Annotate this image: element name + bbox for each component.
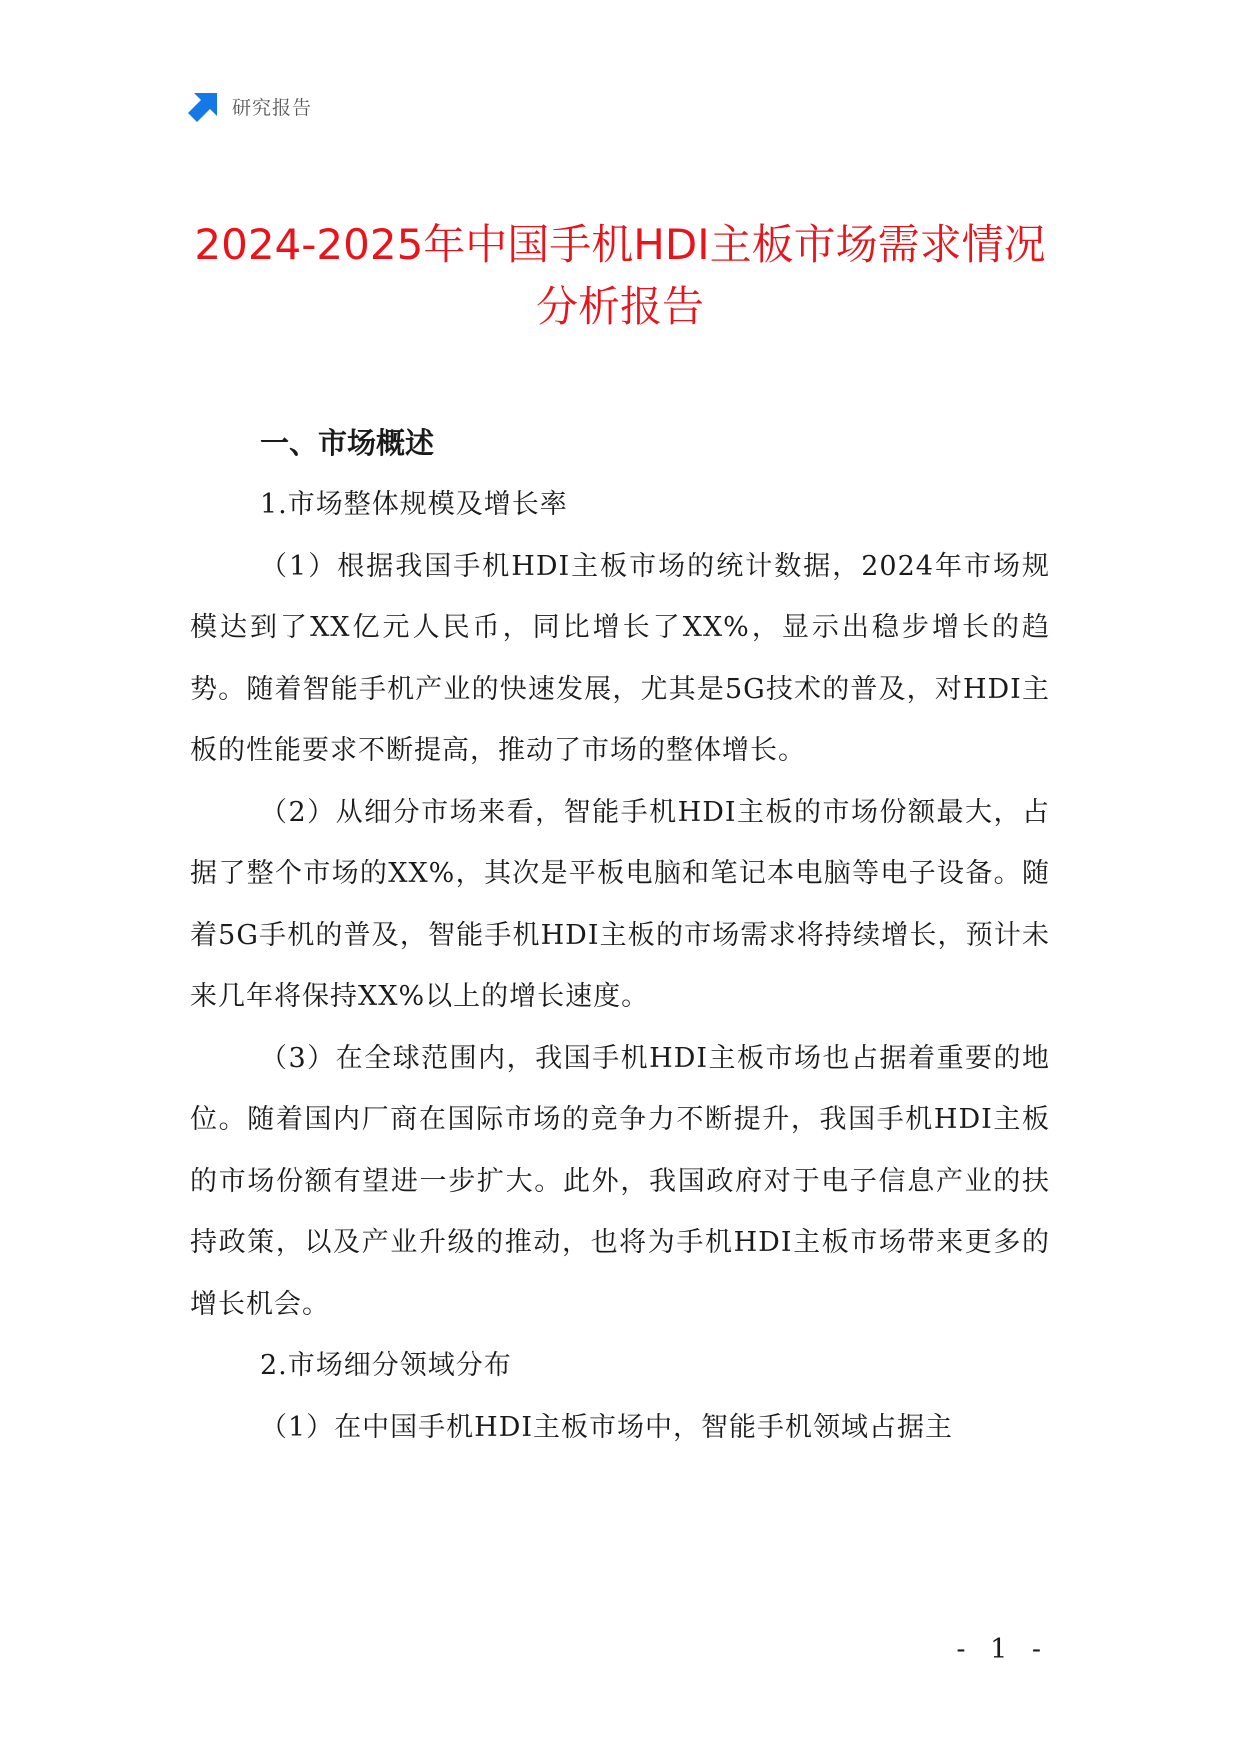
paragraph: （1）根据我国手机HDI主板市场的统计数据，2024年市场规模达到了XX亿元人民币，同比增长了XX%，显示出稳步增长的趋势。随着智能手机产业的快速发展，尤其是5G技术的普及，对HDI主板的性能要求不断提高，推动了市场的整体增长。 bbox=[190, 550, 1050, 766]
arrow-up-right-icon bbox=[188, 90, 220, 122]
paragraph: （2）从细分市场来看，智能手机HDI主板的市场份额最大，占据了整个市场的XX%，其次是平板电脑和笔记本电脑等电子设备。随着5G手机的普及，智能手机HDI主板的市场需求将持续增长，预计未来几年将保持XX%以上的增长速度。 bbox=[190, 796, 1050, 1012]
section-heading: 一、市场概述 bbox=[260, 426, 435, 460]
paragraph: （1）在中国手机HDI主板市场中，智能手机领域占据主 bbox=[260, 1411, 954, 1443]
paragraph: （3）在全球范围内，我国手机HDI主板市场也占据着重要的地位。随着国内厂商在国际市场的竞争力不断提升，我国手机HDI主板的市场份额有望进一步扩大。此外，我国政府对于电子信息产业的扶持政策，以及产业升级的推动，也将为手机HDI主板市场带来更多的增长机会。 bbox=[190, 1042, 1050, 1320]
subsection-heading: 2.市场细分领域分布 bbox=[260, 1350, 512, 1381]
subsection-heading: 1.市场整体规模及增长率 bbox=[260, 489, 568, 520]
report-body bbox=[190, 412, 1050, 1458]
brand-label: 研究报告 bbox=[232, 96, 313, 119]
page-number: - 1 - bbox=[956, 1634, 1049, 1665]
document-header bbox=[188, 88, 312, 124]
report-title: 2024-2025年中国手机HDI主板市场需求情况分析报告 bbox=[194, 220, 1046, 331]
